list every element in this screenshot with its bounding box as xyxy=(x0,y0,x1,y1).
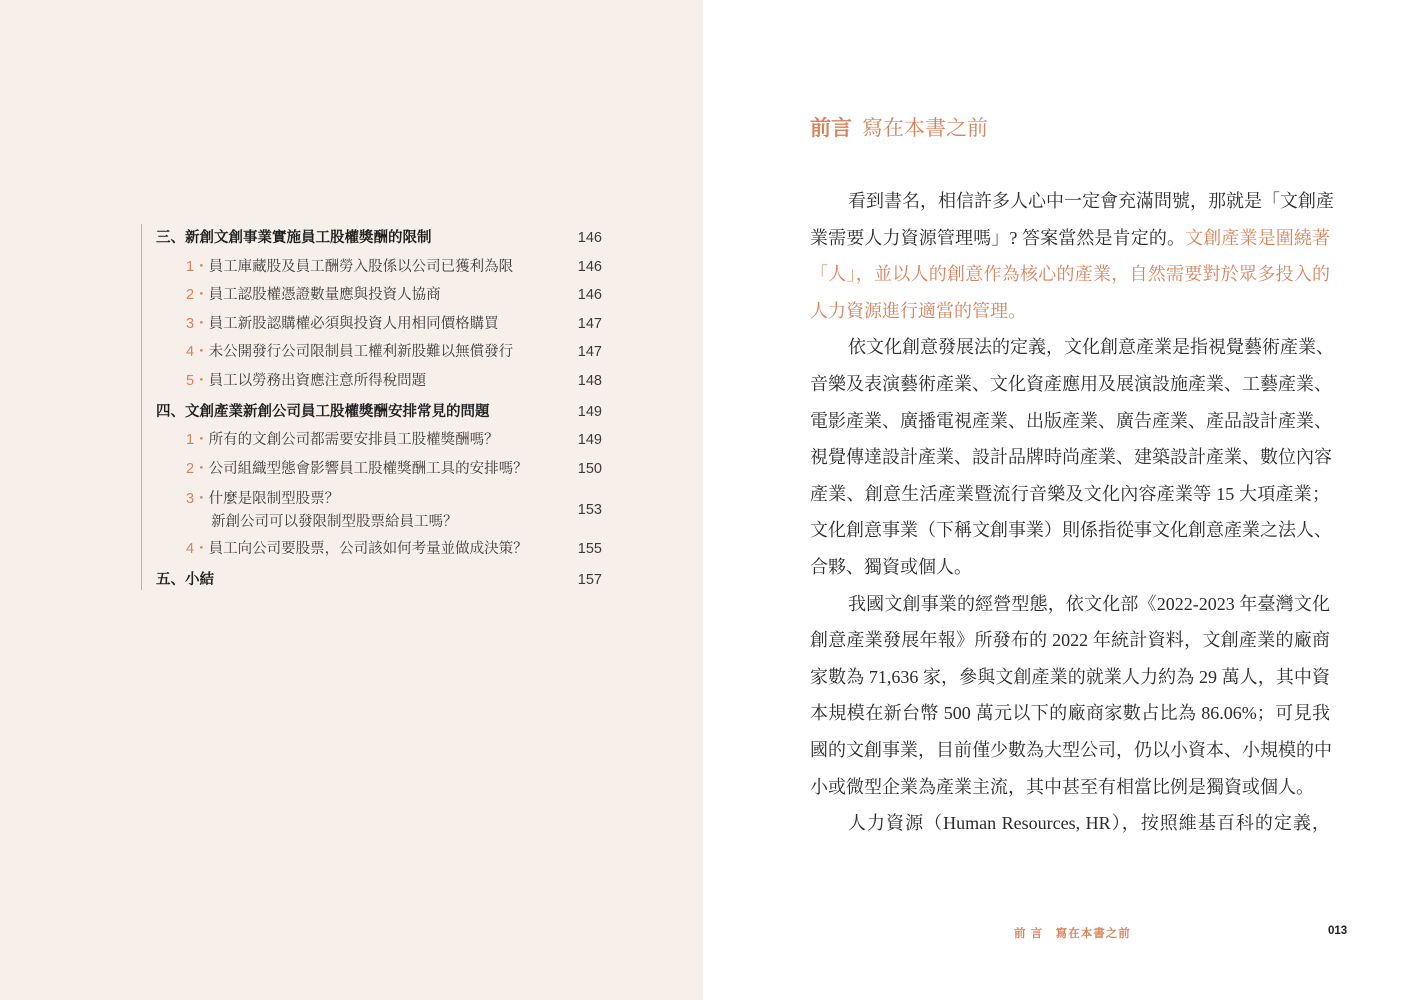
highlighted-text: 人力資源進行適當的管理。 xyxy=(810,300,1026,321)
text-line xyxy=(810,256,1330,293)
toc-entry-label xyxy=(186,285,441,305)
text-segment: 業需要人力資源管理嗎」? 答案當然是肯定的。 xyxy=(810,227,1186,248)
toc-entry-label xyxy=(186,314,499,334)
toc-entry-label xyxy=(186,342,513,362)
toc-page-number: 147 xyxy=(577,316,602,332)
text-segment: 文化創意事業（下稱文創事業）則係指從事文化創意產業之法人、 xyxy=(810,520,1332,541)
text-segment: 國的文創事業，目前僅少數為大型公司，仍以小資本、小規模的中 xyxy=(810,739,1332,760)
text-segment: 本規模在新台幣 500 萬元以下的廠商家數占比為 86.06%；可見我 xyxy=(810,703,1330,724)
toc-page-number: 146 xyxy=(577,259,602,275)
text-line xyxy=(810,622,1330,659)
toc-entry-text: 什麼是限制型股票？ xyxy=(208,491,340,507)
text-line xyxy=(810,659,1330,696)
toc-page-number: 149 xyxy=(577,404,602,420)
toc-entry-number: 3・ xyxy=(186,316,209,332)
toc-page-number: 147 xyxy=(577,344,602,360)
toc-entry-number: 1・ xyxy=(186,259,209,275)
text-segment: 我國文創事業的經營型態，依文化部《2022-2023 年臺灣文化 xyxy=(848,593,1330,614)
toc-entry-text: 員工認股權憑證數量應與投資人協商 xyxy=(208,287,441,303)
toc-entry-number: 3・ xyxy=(186,491,209,507)
toc-entry-label xyxy=(156,570,214,590)
page-number: 013 xyxy=(1328,925,1348,937)
chapter-label: 前言 xyxy=(810,117,852,140)
toc-entry-number: 4・ xyxy=(186,344,209,360)
text-line xyxy=(810,805,1330,842)
toc-entry-text: 五、小結 xyxy=(156,572,214,588)
text-segment: 依文化創意發展法的定義，文化創意產業是指視覺藝術產業、 xyxy=(848,337,1334,358)
text-line xyxy=(810,586,1330,623)
toc-entry-number: 1・ xyxy=(186,432,209,448)
toc-entry-label xyxy=(186,257,513,277)
text-line xyxy=(810,183,1334,220)
text-line xyxy=(810,293,1330,330)
toc-entry-number: 4・ xyxy=(186,541,209,557)
toc-entry-text: 公司組織型態會影響員工股權獎酬工具的安排嗎？ xyxy=(208,461,528,477)
toc-entry-label xyxy=(156,228,432,248)
toc-entry-text: 員工向公司要股票，公司該如何考量並做成決策？ xyxy=(208,541,528,557)
text-line xyxy=(810,549,1330,586)
text-line xyxy=(810,366,1330,403)
toc-entry-label xyxy=(186,371,426,391)
text-segment: 音樂及表演藝術產業、文化資產應用及展演設施產業、工藝產業、 xyxy=(810,373,1332,394)
text-segment: 電影產業、廣播電視產業、出版產業、廣告產業、產品設計產業、 xyxy=(810,410,1332,431)
chapter-title: 寫在本書之前 xyxy=(862,117,988,140)
toc-entry-label xyxy=(186,488,458,534)
text-line xyxy=(810,439,1330,476)
toc-entry-label xyxy=(186,539,528,559)
text-segment: 合夥、獨資或個人。 xyxy=(810,556,972,577)
text-segment: 人力資源（Human Resources, HR），按照維基百科的定義， xyxy=(848,813,1330,834)
toc-page-number: 153 xyxy=(577,502,602,518)
highlighted-text: 文創產業是圍繞著 xyxy=(1185,227,1330,248)
text-segment: 產業、創意生活產業暨流行音樂及文化內容產業等 15 大項產業； xyxy=(810,483,1330,504)
toc-entry-label xyxy=(186,430,499,450)
text-line xyxy=(810,403,1330,440)
toc-entry-text: 員工以勞務出資應注意所得稅問題 xyxy=(208,373,427,389)
text-line xyxy=(810,732,1330,769)
text-segment: 視覺傳達設計產業、設計品牌時尚產業、建築設計產業、數位內容 xyxy=(810,447,1332,468)
toc-entry-text: 所有的文創公司都需要安排員工股權獎酬嗎？ xyxy=(208,432,499,448)
running-title: 前 言 寫在本書之前 xyxy=(1014,928,1131,940)
toc-entry-label xyxy=(186,459,528,479)
toc-entry-text: 員工新股認購權必須與投資人用相同價格購買 xyxy=(208,316,499,332)
text-line xyxy=(810,695,1330,732)
toc-page-number: 146 xyxy=(577,287,602,303)
text-segment: 創意產業發展年報》所發布的 2022 年統計資料，文創產業的廠商 xyxy=(810,630,1330,651)
text-segment: 小或微型企業為產業主流，其中甚至有相當比例是獨資或個人。 xyxy=(810,776,1314,797)
text-line xyxy=(810,220,1330,257)
toc-entry-text-line2: 新創公司可以發限制型股票給員工嗎？ xyxy=(211,514,458,530)
toc-page-number: 146 xyxy=(577,230,602,246)
toc-page-number: 157 xyxy=(577,572,602,588)
toc-entry-label xyxy=(156,402,490,422)
toc-page-number: 155 xyxy=(577,541,602,557)
text-segment: 家數為 71,636 家，參與文創產業的就業人力約為 29 萬人，其中資 xyxy=(810,666,1330,687)
toc-page-number: 148 xyxy=(577,373,602,389)
body-text xyxy=(810,183,1334,842)
text-line xyxy=(810,512,1330,549)
table-of-contents xyxy=(141,224,602,590)
toc-entry-number: 5・ xyxy=(186,373,209,389)
text-line xyxy=(810,476,1330,513)
toc-entry-number: 2・ xyxy=(186,461,209,477)
text-line xyxy=(810,329,1334,366)
left-page xyxy=(0,0,703,1000)
toc-page-number: 149 xyxy=(577,432,602,448)
toc-entry-text: 四、文創產業新創公司員工股權獎酬安排常見的問題 xyxy=(156,404,490,420)
text-segment: 看到書名，相信許多人心中一定會充滿問號，那就是「文創產 xyxy=(848,191,1334,211)
text-line xyxy=(810,769,1330,806)
toc-entry-text: 三、新創文創事業實施員工股權獎酬的限制 xyxy=(156,230,432,246)
toc-entry-number: 2・ xyxy=(186,287,209,303)
toc-page-number: 150 xyxy=(577,461,602,477)
toc-entry-text: 未公開發行公司限制員工權利新股難以無償發行 xyxy=(208,344,514,360)
highlighted-text: 「人」，並以人的創意作為核心的產業，自然需要對於眾多投入的 xyxy=(810,264,1330,285)
toc-entry-text: 員工庫藏股及員工酬勞入股係以公司已獲利為限 xyxy=(208,259,514,275)
chapter-heading xyxy=(810,112,988,142)
